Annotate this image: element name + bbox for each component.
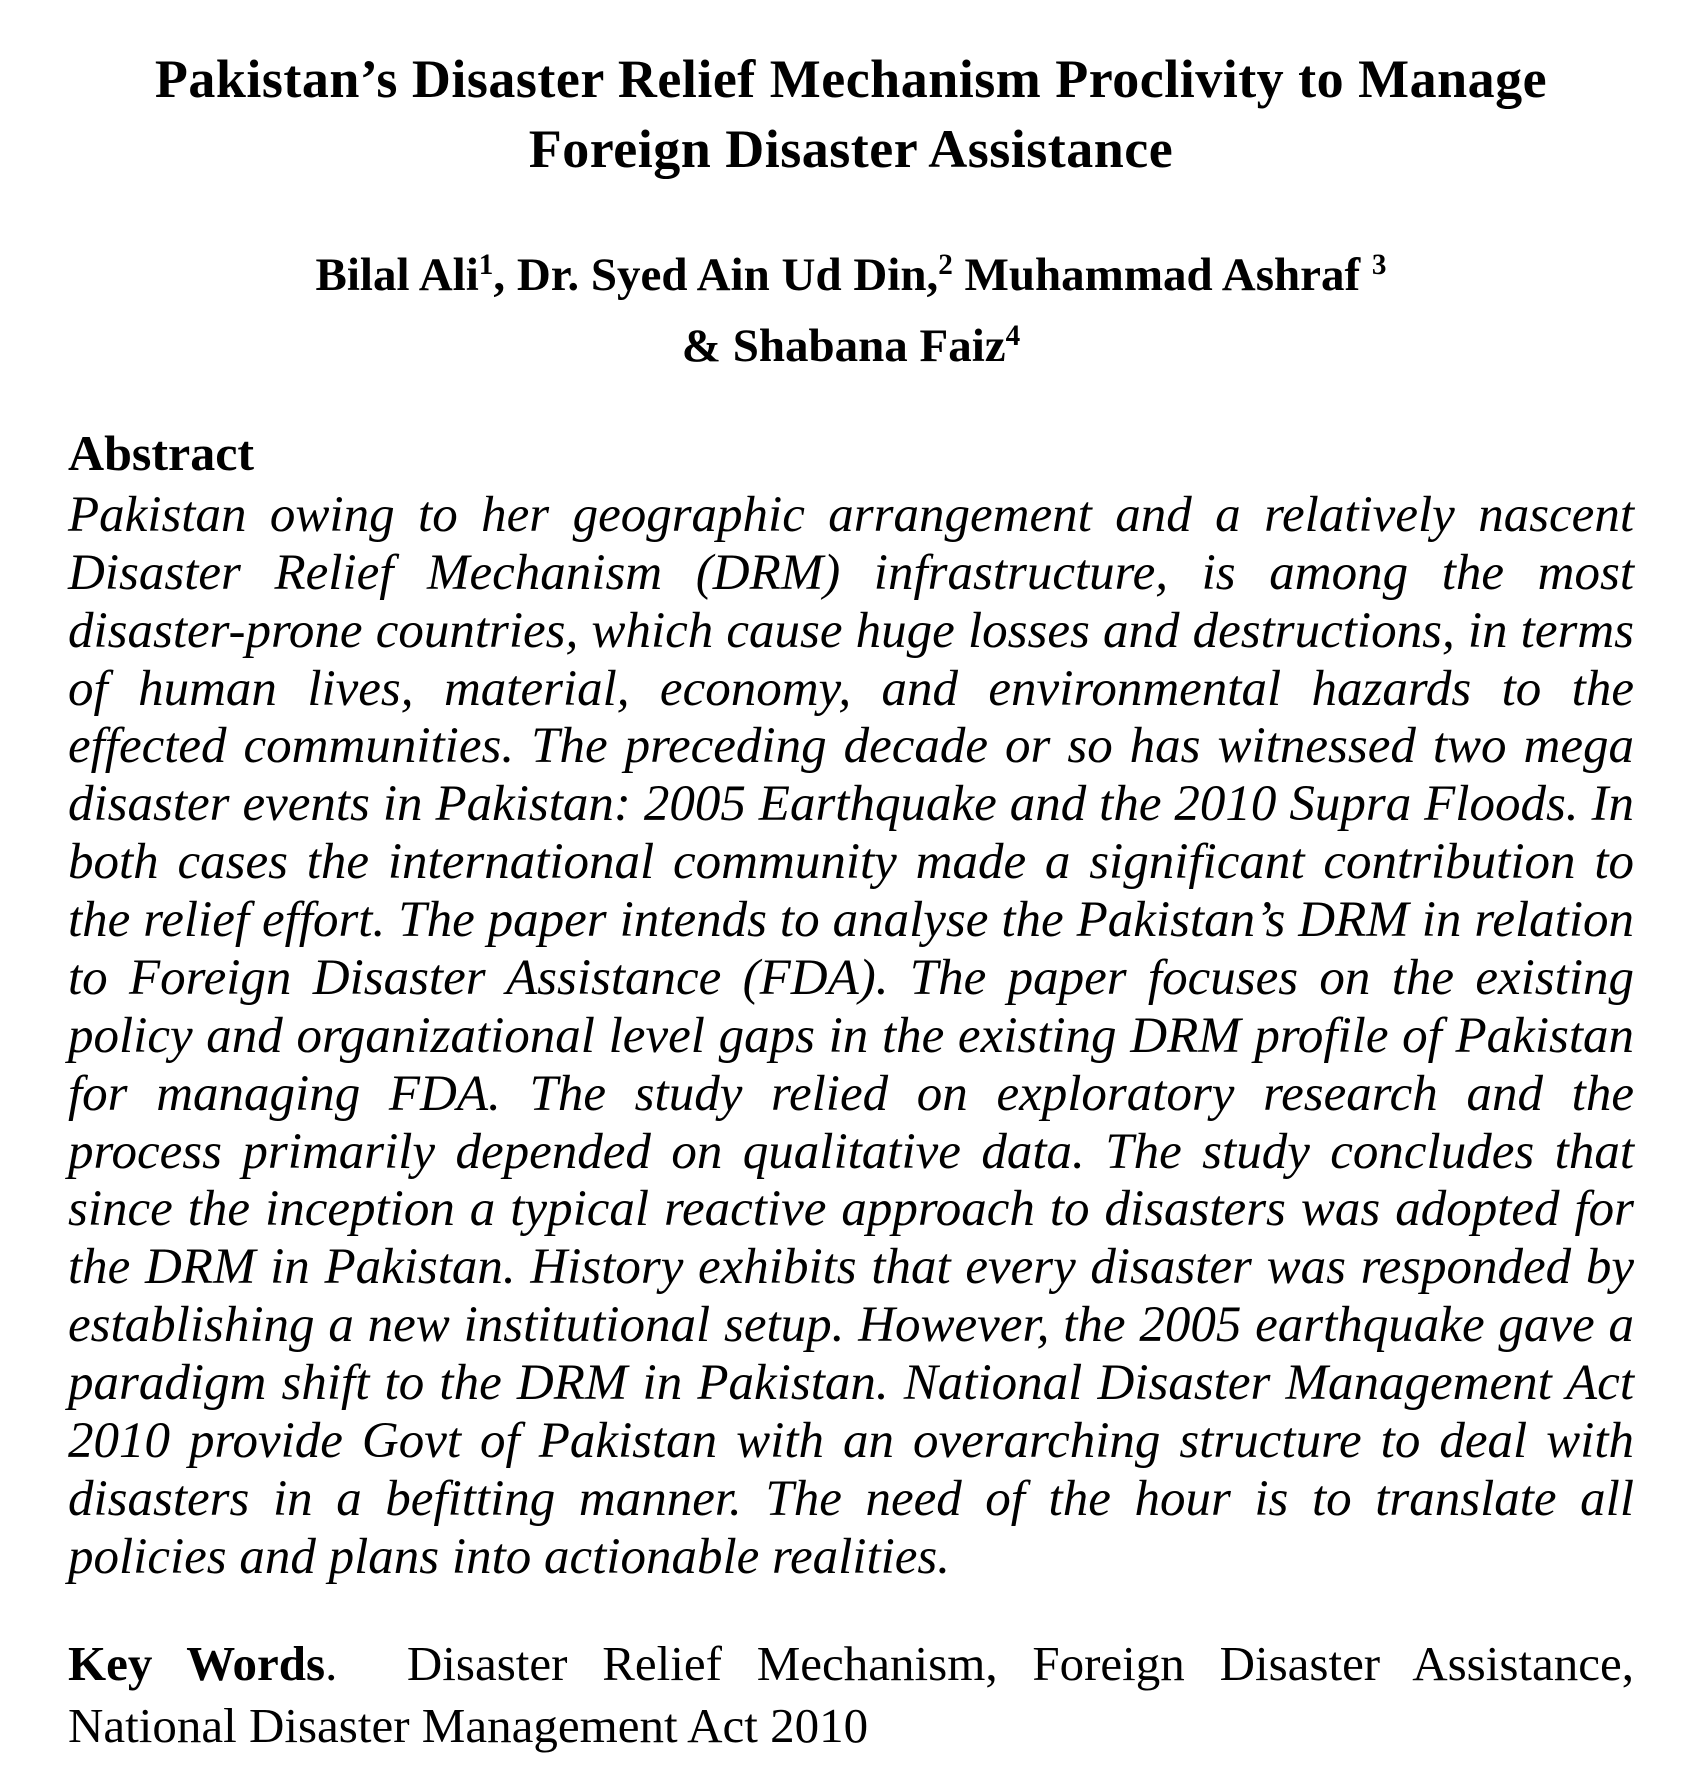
keywords-text: . Disaster Relief Mechanism, Foreign Disaster Assistance, National Disaster Management Act 2010	[68, 1635, 1635, 1753]
title-line-2: Foreign Disaster Assistance	[528, 119, 1174, 180]
authors-line-1	[68, 240, 1634, 311]
author-name-3: Muhammad Ashraf	[952, 249, 1372, 302]
author-superscript-4: 4	[1005, 319, 1021, 352]
title-line-1: Pakistan’s Disaster Relief Mechanism Proclivity to Manage	[154, 49, 1548, 109]
keywords-label: Key Words	[68, 1635, 326, 1691]
author-name-4: & Shabana Faiz	[681, 319, 1006, 372]
author-superscript-3: 3	[1371, 249, 1387, 282]
abstract-text: Pakistan owing to her geographic arrangement and a relatively nascent Disaster Relief Mechanism (DRM) infrastructure, is among the most disaster-prone countries, which cause huge losses and destructions, in terms of human lives, material, economy, and environmental hazards to the effected communities. The preceding decade or so has witnessed two mega disaster events in Pakistan: 2005 Earthquake and the 2010 Supra Floods. In both cases the international community made a significant contribution to the relief effort. The paper intends to analyse the Pakistan’s DRM in relation to Foreign Disaster Assistance (FDA). The paper focuses on the existing policy and organizational level gaps in the existing DRM profile of Pakistan for managing FDA. The study relied on exploratory research and the process primarily depended on qualitative data. The study concludes that since the inception a typical reactive approach to disasters was adopted for the DRM in Pakistan. History exhibits that every disaster was responded by establishing a new institutional setup. However, the 2005 earthquake gave a paradigm shift to the DRM in Pakistan. National Disaster Management Act 2010 provide Govt of Pakistan with an overarching structure to deal with disasters in a befitting manner. The need of the hour is to translate all policies and plans into actionable realities.	[68, 486, 1634, 1585]
author-superscript-1: 1	[478, 249, 494, 282]
keywords-paragraph	[68, 1633, 1634, 1757]
authors-line-2	[68, 311, 1634, 382]
author-superscript-2: 2	[938, 249, 953, 282]
authors-block	[68, 240, 1634, 381]
author-name-1: Bilal Ali	[315, 249, 479, 302]
abstract-heading: Abstract	[68, 425, 255, 482]
page-title	[68, 44, 1634, 184]
author-name-2: , Dr. Syed Ain Ud Din,	[493, 249, 939, 302]
